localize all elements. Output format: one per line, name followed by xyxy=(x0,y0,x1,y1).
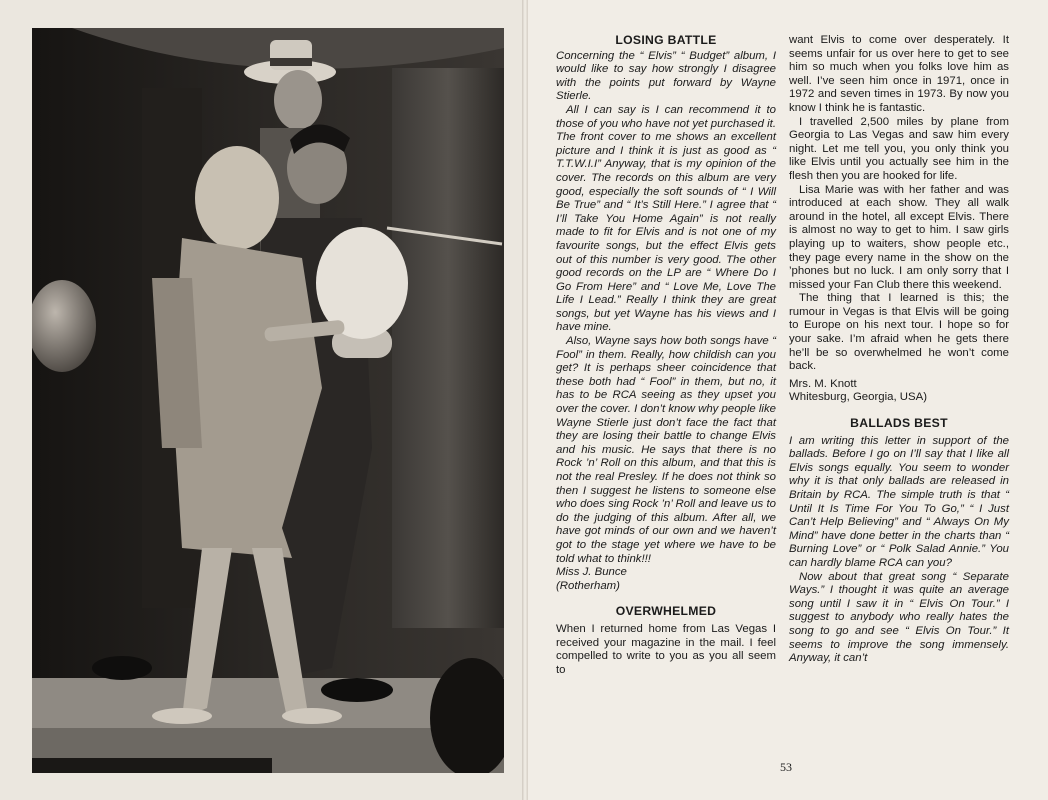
ballads-best-paragraph: I am writing this letter in support of the ballads. Before I go on I’ll say that I like all Elvis songs equally. You seem to wonder why it is that only ballads are released in Britain by RCA. The simple truth is that “ Until It Is Time For You To Go,” “ I Just Can’t Help Believing” and “ Always On My Mind” have done better in the charts than “ Burning Love” or “ Polk Salad Annie.” You can hardly blame RCA can you? xyxy=(789,434,1009,569)
ballads-best-heading: BALLADS BEST xyxy=(850,416,948,431)
overwhelmed-heading: OVERWHELMED xyxy=(615,604,717,619)
page-number: 53 xyxy=(780,760,792,774)
stage-photo xyxy=(32,28,504,773)
text-column-2 xyxy=(789,34,1009,666)
losing-battle-paragraph: Also, Wayne says how both songs have “ Fool” in them. Really, how childish can you get? It is perhaps sheer coincidence that these both had “ Fool” in them, but no, it has to be RCA seeing as they upset you over the cover. I don’t know why people like Wayne Stierle just don’t face the fact that they are losing their battle to change Elvis and his music. He says that there is no Rock ’n’ Roll on this album, and that this is not the real Presley. If he does not think so then I suggest he listens to someone else who does sing Rock ’n’ Roll and leave us to do the judging of this album. After all, we have got minds of our own and we haven’t got to the stage yet where we have to be told what to think!!! xyxy=(556,335,776,565)
overwhelmed-paragraph: want Elvis to come over desperately. It seems unfair for us over here to get to see him so much when you folks love him as well. I’ve seen him once in 1971, once in 1972 and seven times in 1973. By now you know I think he is fantastic. xyxy=(789,34,1009,114)
losing-battle-location: (Rotherham) xyxy=(556,579,620,592)
ballads-best-paragraph: Now about that great song “ Separate Ways.” I thought it was quite an average song until I saw it in “ Elvis On Tour.” I suggest to anybody who really hates the song to go and see “ Elvis On Tour.” It seems to improve the song immensely. Anyway, it can’t xyxy=(789,570,1009,665)
overwhelmed-location: Whitesburg, Georgia, USA) xyxy=(789,391,928,404)
overwhelmed-paragraph: Lisa Marie was with her father and was introduced at each show. They all walk around in the hotel, all except Elvis. There is almost no way to get to him. I saw girls playing up to waiters, show people etc., they page every name in the show on the ’phones but no luck. I am only sorry that I missed your Fan Club there this weekend. xyxy=(789,183,1009,291)
overwhelmed-signature: Mrs. M. Knott xyxy=(789,377,857,390)
text-column-1 xyxy=(556,34,776,677)
losing-battle-heading: LOSING BATTLE xyxy=(615,33,717,47)
overwhelmed-paragraph: I travelled 2,500 miles by plane from Georgia to Las Vegas and saw him every night. Let me tell you, you only think you like Elvis until you actually see him in the flesh then you are hooked for life. xyxy=(789,115,1009,182)
losing-battle-paragraph: All I can say is I can recommend it to those of you who have not yet purchased it. The front cover to me shows an excellent picture and I think it is just as good as “ T.T.W.I.I” Anyway, that is my opinion of the cover. The records on this album are very good, especially the soft sounds of “ I Will Be True” and “ It’s Still Here.” I agree that “ I’ll Take You Home Again” is not really made to fit for Elvis and is not one of my favourite songs, but the effect Elvis gets out of this number is very good. The other good records on the LP are “ Where Do I Go From Here” and “ Love Me, Love The Life I Lead.” Really I think they are great songs, but yet Wayne has his views and I have mine. xyxy=(556,103,776,334)
losing-battle-paragraph: Concerning the “ Elvis” “ Budget” album, I would like to say how strongly I disagree with the points put forward by Wayne Stierle. xyxy=(556,49,776,103)
losing-battle-signature: Miss J. Bunce xyxy=(556,566,627,579)
photo-illustration xyxy=(32,28,504,773)
overwhelmed-opening: When I returned home from Las Vegas I received your magazine in the mail. I feel compelled to write to you as you all seem to xyxy=(556,622,776,676)
overwhelmed-paragraph: The thing that I learned is this; the rumour in Vegas is that Elvis will be going to Europe on his next tour. I hope so for your sake. I’m afraid when he gets there he’ll be so overwhelmed he won’t come back. xyxy=(789,292,1009,373)
